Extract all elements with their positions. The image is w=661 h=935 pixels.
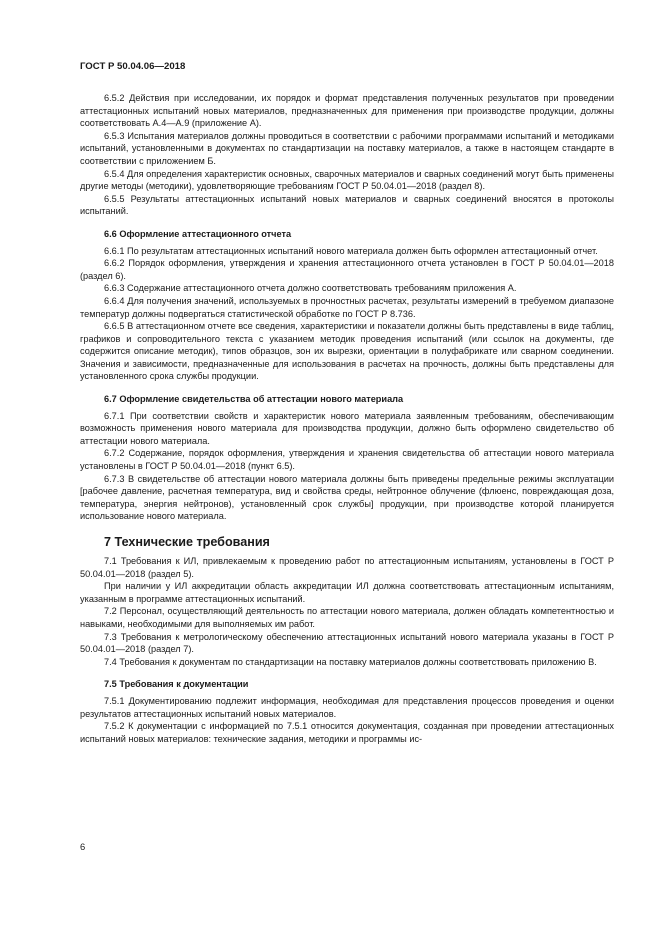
section-heading: 7 Технические требования xyxy=(104,535,270,549)
subsection-heading: 6.7 Оформление свидетельства об аттестации нового материала xyxy=(104,394,404,405)
paragraph: 7.5.1 Документированию подлежит информация, необходимая для представления процессов проведения и оценки результатов аттестационных испытаний новых материалов. xyxy=(80,695,614,719)
paragraph: 6.6.1 По результатам аттестационных испытаний нового материала должен быть оформлен аттестационный отчет. xyxy=(104,245,598,256)
subsection-heading: 6.6 Оформление аттестационного отчета xyxy=(104,228,292,239)
paragraph: 6.5.5 Результаты аттестационных испытаний новых материалов и сварных соединений вносятся в протоколы испытаний. xyxy=(80,193,614,217)
paragraph: 7.1 Требования к ИЛ, привлекаемым к проведению работ по аттестационным испытаниям, установлены в ГОСТ Р 50.04.01—2018 (раздел 5). xyxy=(80,556,614,579)
paragraph: 6.6.4 Для получения значений, используемых в прочностных расчетах, результаты измерений в требуемом диапазоне температур должны подвергаться статистической обработке по ГОСТ Р 8.736. xyxy=(80,295,614,319)
document-id-header: ГОСТ Р 50.04.06—2018 xyxy=(80,61,186,72)
paragraph: 6.5.4 Для определения характеристик основных, сварочных материалов и сварных соединений могут быть применены другие методы (методики), удовлетворяющие требованиям ГОСТ Р 50.04.01—2018 (раздел 8). xyxy=(80,168,614,192)
paragraph: 6.6.5 В аттестационном отчете все сведения, характеристики и показатели должны быть представлены в виде таблиц, графиков и сопроводительного текста с указанием методик проведения испытаний (или ссылок на документы, где содержится описание методик), типов образцов, зон их вырезки, ориентации в полуфабрикате или сварном соединении. Значения и зависимости, предназначенные для использования в расчетах на прочность, должны быть представлены для установленного срока службы продукции. xyxy=(80,321,614,382)
paragraph: 6.5.3 Испытания материалов должны проводиться в соответствии с рабочими программами испытаний и методиками испытаний, установленными в документах по стандартизации на поставку материалов, а также в настоящем стандарте в соответствии с приложением Б. xyxy=(80,130,614,166)
paragraph: 6.7.2 Содержание, порядок оформления, утверждения и хранения свидетельства об аттестации нового материала установлены в ГОСТ Р 50.04.01—2018 (пункт 6.5). xyxy=(80,448,614,472)
paragraph: 6.7.3 В свидетельстве об аттестации нового материала должны быть приведены предельные режимы эксплуатации [рабочее давление, расчетная температура, вид и свойства среды, нейтронное облучение (флюенс, повреждающая доза, температура, энергия нейтронов), установленный срок службы] продукции, при производстве которой планируется использование нового материала. xyxy=(80,473,614,522)
document-body xyxy=(80,92,614,745)
paragraph: 7.5.2 К документации с информацией по 7.5.1 относится документация, созданная при проведении аттестационных испытаний новых материалов: технические задания, методики и программы ис- xyxy=(80,721,614,744)
paragraph: При наличии у ИЛ аккредитации область аккредитации ИЛ должна соответствовать аттестационным испытаниям, указанным в программе аттестационных испытаний. xyxy=(80,581,614,604)
paragraph: 7.3 Требования к метрологическому обеспечению аттестационных испытаний нового материала указаны в ГОСТ Р 50.04.01—2018 (раздел 7). xyxy=(80,631,614,655)
subsection-heading: 7.5 Требования к документации xyxy=(104,679,249,690)
paragraph: 6.7.1 При соответствии свойств и характеристик нового материала заявленным требованиям, обеспечивающим возможность применения нового материала для производства продукции, должно быть оформлено свидетельство об аттестации нового материала. xyxy=(80,410,614,446)
page-number: 6 xyxy=(80,841,86,852)
paragraph: 7.4 Требования к документам по стандартизации на поставку материалов должны соответствовать приложению В. xyxy=(104,656,597,667)
paragraph: 7.2 Персонал, осуществляющий деятельность по аттестации нового материала, должен обладать компетентностью и навыками, необходимыми для выполняемых им работ. xyxy=(80,606,614,629)
paragraph: 6.6.2 Порядок оформления, утверждения и хранения аттестационного отчета установлен в ГОСТ Р 50.04.01—2018 (раздел 6). xyxy=(80,258,614,281)
paragraph: 6.5.2 Действия при исследовании, их порядок и формат представления полученных результатов при проведении аттестационных испытаний новых материалов, предназначенных для применения при производстве продукции, должны соответствовать А.4—А.9 (приложение А). xyxy=(80,93,614,129)
paragraph: 6.6.3 Содержание аттестационного отчета должно соответствовать требованиям приложения А. xyxy=(104,283,517,294)
